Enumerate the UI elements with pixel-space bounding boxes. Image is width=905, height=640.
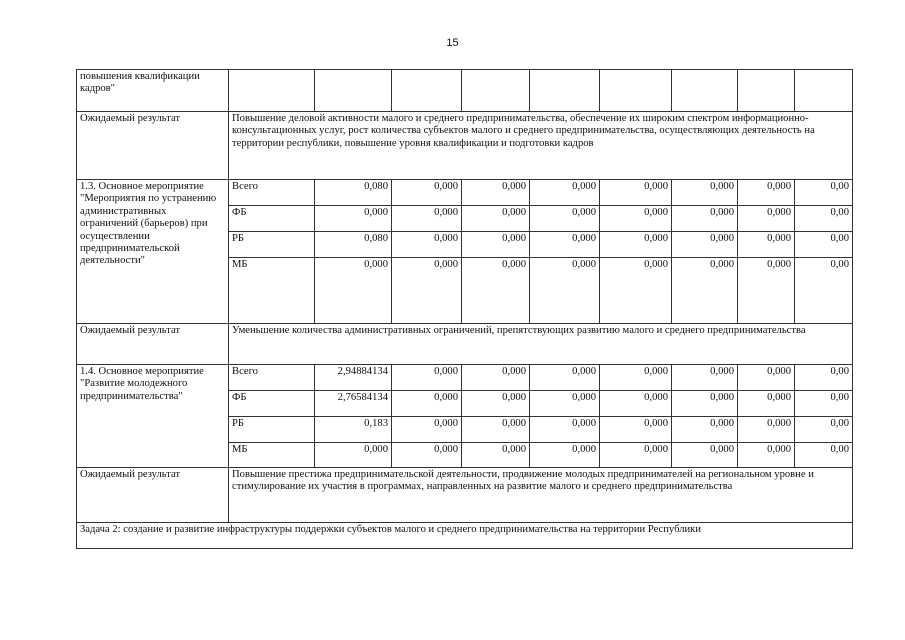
value-cell: 0,000 <box>600 180 672 206</box>
value-cell: 0,000 <box>530 365 600 391</box>
expected-result-row <box>77 468 853 523</box>
funding-source: ФБ <box>229 391 315 417</box>
empty-cell <box>672 70 738 112</box>
value-cell: 0,000 <box>462 206 530 232</box>
value-cell: 0,00 <box>795 443 853 468</box>
value-cell: 2,76584134 <box>315 391 392 417</box>
activity-1-3-row-total <box>77 180 853 206</box>
empty-cell <box>315 70 392 112</box>
value-cell: 0,000 <box>600 443 672 468</box>
value-cell: 0,000 <box>462 365 530 391</box>
value-cell: 0,000 <box>462 232 530 258</box>
value-cell: 0,000 <box>315 443 392 468</box>
value-cell: 0,000 <box>392 443 462 468</box>
value-cell: 0,000 <box>672 180 738 206</box>
value-cell: 0,000 <box>672 443 738 468</box>
value-cell: 0,000 <box>392 417 462 443</box>
expected-result-row <box>77 112 853 180</box>
value-cell: 0,000 <box>315 206 392 232</box>
value-cell: 0,000 <box>672 232 738 258</box>
continuation-row <box>77 70 853 112</box>
value-cell: 0,000 <box>738 206 795 232</box>
value-cell: 0,000 <box>738 258 795 324</box>
value-cell: 0,000 <box>462 180 530 206</box>
value-cell: 0,000 <box>392 206 462 232</box>
value-cell: 0,000 <box>462 417 530 443</box>
value-cell: 0,000 <box>530 443 600 468</box>
funding-source: МБ <box>229 443 315 468</box>
expected-result-label: Ожидаемый результат <box>77 112 229 180</box>
empty-cell <box>600 70 672 112</box>
activity-1-3-label: 1.3. Основное мероприятие "Мероприятия по устранению административных ограничений (барьеров) при осуществлении предпринимательской деятельности" <box>77 180 229 324</box>
value-cell: 0,000 <box>392 180 462 206</box>
expected-result-text: Повышение деловой активности малого и среднего предпринимательства, обеспечение их широким спектром информационно-консультационных услуг, рост количества субъектов малого и среднего предпринимательства, осуществляющих деятельность на территории республики, повышение уровня квалификации и подготовки кадров <box>229 112 853 180</box>
activity-1-4-row-total <box>77 365 853 391</box>
expected-result-text: Повышение престижа предпринимательской деятельности, продвижение молодых предпринимателей на региональном уровне и стимулирование их участия в программах, направленных на развитие малого и среднего предпринимательства <box>229 468 853 523</box>
value-cell: 0,00 <box>795 232 853 258</box>
table-body <box>77 70 853 549</box>
value-cell: 0,000 <box>530 232 600 258</box>
value-cell: 0,000 <box>600 232 672 258</box>
funding-source: ФБ <box>229 206 315 232</box>
value-cell: 0,000 <box>738 232 795 258</box>
value-cell: 0,000 <box>530 417 600 443</box>
value-cell: 0,00 <box>795 206 853 232</box>
value-cell: 0,000 <box>738 443 795 468</box>
task-2-text: Задача 2: создание и развитие инфраструктуры поддержки субъектов малого и среднего предпринимательства на территории Республики <box>77 523 853 549</box>
value-cell: 0,000 <box>530 258 600 324</box>
value-cell: 0,000 <box>672 365 738 391</box>
funding-source: РБ <box>229 417 315 443</box>
value-cell: 0,000 <box>530 391 600 417</box>
value-cell: 2,94884134 <box>315 365 392 391</box>
value-cell: 0,00 <box>795 180 853 206</box>
value-cell: 0,000 <box>462 258 530 324</box>
value-cell: 0,00 <box>795 258 853 324</box>
value-cell: 0,000 <box>462 391 530 417</box>
value-cell: 0,000 <box>738 391 795 417</box>
value-cell: 0,000 <box>392 391 462 417</box>
value-cell: 0,183 <box>315 417 392 443</box>
expected-result-row <box>77 324 853 365</box>
value-cell: 0,000 <box>600 206 672 232</box>
expected-result-text: Уменьшение количества административных ограничений, препятствующих развитию малого и среднего предпринимательства <box>229 324 853 365</box>
value-cell: 0,00 <box>795 417 853 443</box>
value-cell: 0,000 <box>738 180 795 206</box>
value-cell: 0,000 <box>315 258 392 324</box>
continuation-label: повышения квалификации кадров" <box>77 70 229 112</box>
value-cell: 0,000 <box>672 417 738 443</box>
value-cell: 0,00 <box>795 365 853 391</box>
value-cell: 0,000 <box>392 258 462 324</box>
value-cell: 0,000 <box>738 417 795 443</box>
empty-cell <box>462 70 530 112</box>
value-cell: 0,000 <box>738 365 795 391</box>
value-cell: 0,000 <box>530 206 600 232</box>
value-cell: 0,000 <box>530 180 600 206</box>
value-cell: 0,000 <box>392 232 462 258</box>
expected-result-label: Ожидаемый результат <box>77 324 229 365</box>
value-cell: 0,080 <box>315 232 392 258</box>
value-cell: 0,000 <box>672 258 738 324</box>
expected-result-label: Ожидаемый результат <box>77 468 229 523</box>
task-row <box>77 523 853 549</box>
value-cell: 0,000 <box>600 365 672 391</box>
empty-cell <box>392 70 462 112</box>
empty-cell <box>229 70 315 112</box>
value-cell: 0,000 <box>672 391 738 417</box>
value-cell: 0,000 <box>600 391 672 417</box>
activity-1-4-label: 1.4. Основное мероприятие "Развитие молодежного предпринимательства" <box>77 365 229 468</box>
value-cell: 0,000 <box>392 365 462 391</box>
empty-cell <box>738 70 795 112</box>
page-number: 15 <box>446 37 459 49</box>
value-cell: 0,00 <box>795 391 853 417</box>
value-cell: 0,080 <box>315 180 392 206</box>
funding-source: Всего <box>229 180 315 206</box>
value-cell: 0,000 <box>672 206 738 232</box>
funding-source: Всего <box>229 365 315 391</box>
empty-cell <box>795 70 853 112</box>
empty-cell <box>530 70 600 112</box>
funding-source: МБ <box>229 258 315 324</box>
funding-source: РБ <box>229 232 315 258</box>
value-cell: 0,000 <box>600 417 672 443</box>
value-cell: 0,000 <box>600 258 672 324</box>
value-cell: 0,000 <box>462 443 530 468</box>
program-funding-table <box>76 69 853 549</box>
